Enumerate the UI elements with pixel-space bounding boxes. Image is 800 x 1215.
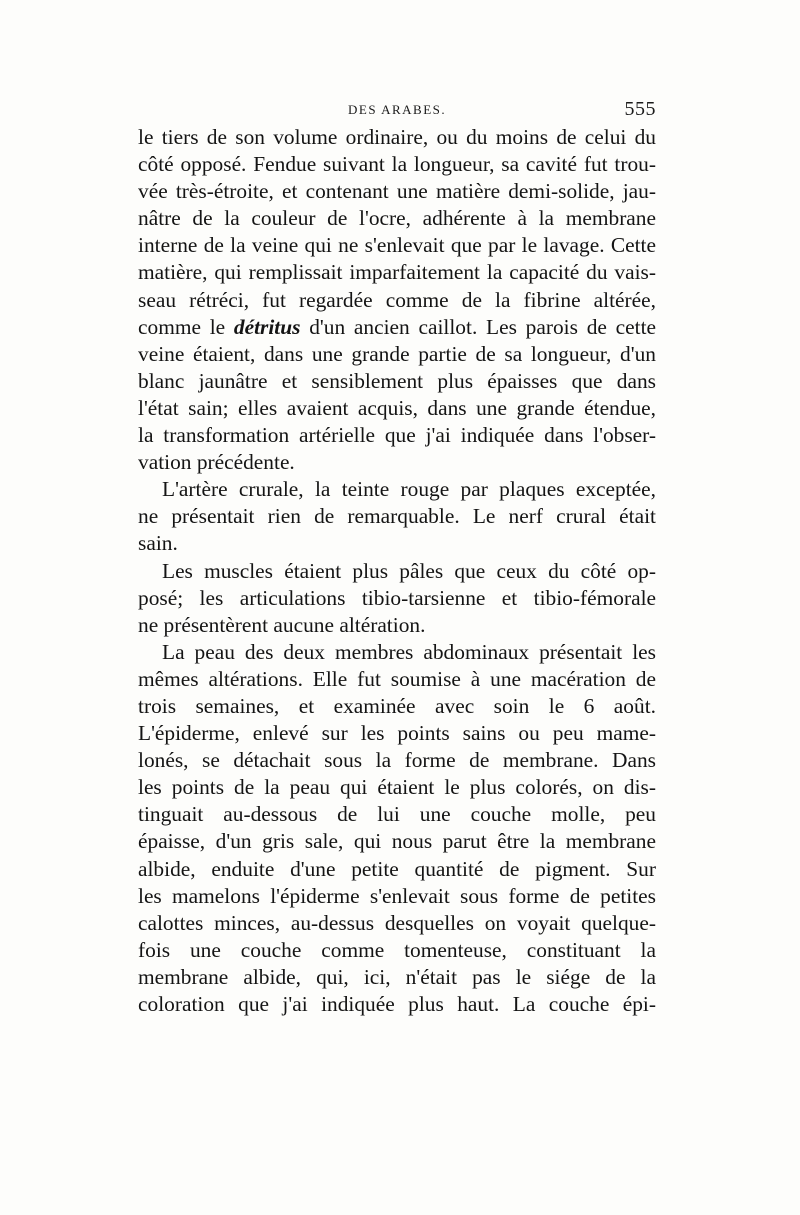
text-line: L'artère crurale, la teinte rouge par plaques exceptée, [162,477,656,502]
text-line: épaisse, d'un gris sale, qui nous parut être la membrane [138,829,656,854]
text-line [138,314,656,341]
running-head [138,98,656,122]
text-line: La peau des deux membres abdominaux présentait les [162,639,656,664]
paragraph-3 [138,558,656,639]
text-line: coloration que j'ai indiquée plus haut. La couche épi- [138,992,656,1016]
text-line: Les muscles étaient plus pâles que ceux du côté op- [162,558,656,583]
text-line: interne de la veine qui ne s'enlevait que par le lavage. Cette [138,233,656,258]
paragraph-4 [138,639,656,1018]
text-line: posé; les articulations tibio-tarsienne et tibio-fémorale [138,585,656,610]
text-line: calottes minces, au-dessus desquelles on voyait quelque- [138,910,656,935]
text-line: veine étaient, dans une grande partie de sa longueur, d'un [138,341,656,366]
text-run: comme le [138,314,234,339]
text-line: trois semaines, et examinée avec soin le 6 août. [138,693,656,718]
text-line: ne présentèrent aucune altération. [138,612,426,637]
page-number: 555 [624,98,656,120]
paragraph-2 [138,476,656,557]
text-line: albide, enduite d'une petite quantité de pigment. Sur [138,856,656,881]
body-text [138,124,656,1018]
text-line: matière, qui remplissait imparfaitement la capacité du vais- [138,260,656,285]
text-line: tinguait au-dessous de lui une couche molle, peu [138,802,656,827]
text-line: les points de la peau qui étaient le plus colorés, on dis- [138,775,656,800]
text-line: vation précédente. [138,450,295,475]
text-line: mêmes altérations. Elle fut soumise à une macération de [138,666,656,691]
text-line: sain. [138,531,178,556]
paragraph-1 [138,124,656,476]
text-line: fois une couche comme tomenteuse, constituant la [138,937,656,962]
text-line: ne présentait rien de remarquable. Le nerf crural était [138,504,656,529]
emphasis-detritus: détritus [233,314,301,339]
text-line: le tiers de son volume ordinaire, ou du moins de celui du [138,125,656,149]
text-line: la transformation artérielle que j'ai indiquée dans l'obser- [138,423,656,448]
text-line: les mamelons l'épiderme s'enlevait sous forme de petites [138,883,656,908]
text-line: côté opposé. Fendue suivant la longueur, sa cavité fut trou- [138,152,656,177]
text-line: l'état sain; elles avaient acquis, dans une grande étendue, [138,395,656,420]
text-line: seau rétréci, fut regardée comme de la fibrine altérée, [138,287,656,312]
text-line: blanc jaunâtre et sensiblement plus épaisses que dans [138,368,656,393]
text-line: membrane albide, qui, ici, n'était pas le siége de la [138,964,656,989]
text-line: lonés, se détachait sous la forme de membrane. Dans [138,748,656,773]
text-line: nâtre de la couleur de l'ocre, adhérente à la membrane [138,206,656,231]
running-title: DES ARABES. [348,102,447,117]
text-line: L'épiderme, enlevé sur les points sains ou peu mame- [138,721,656,746]
text-run: d'un ancien caillot. Les parois de cette [300,314,657,339]
text-line: vée très-étroite, et contenant une matière demi-solide, jau- [138,179,656,204]
